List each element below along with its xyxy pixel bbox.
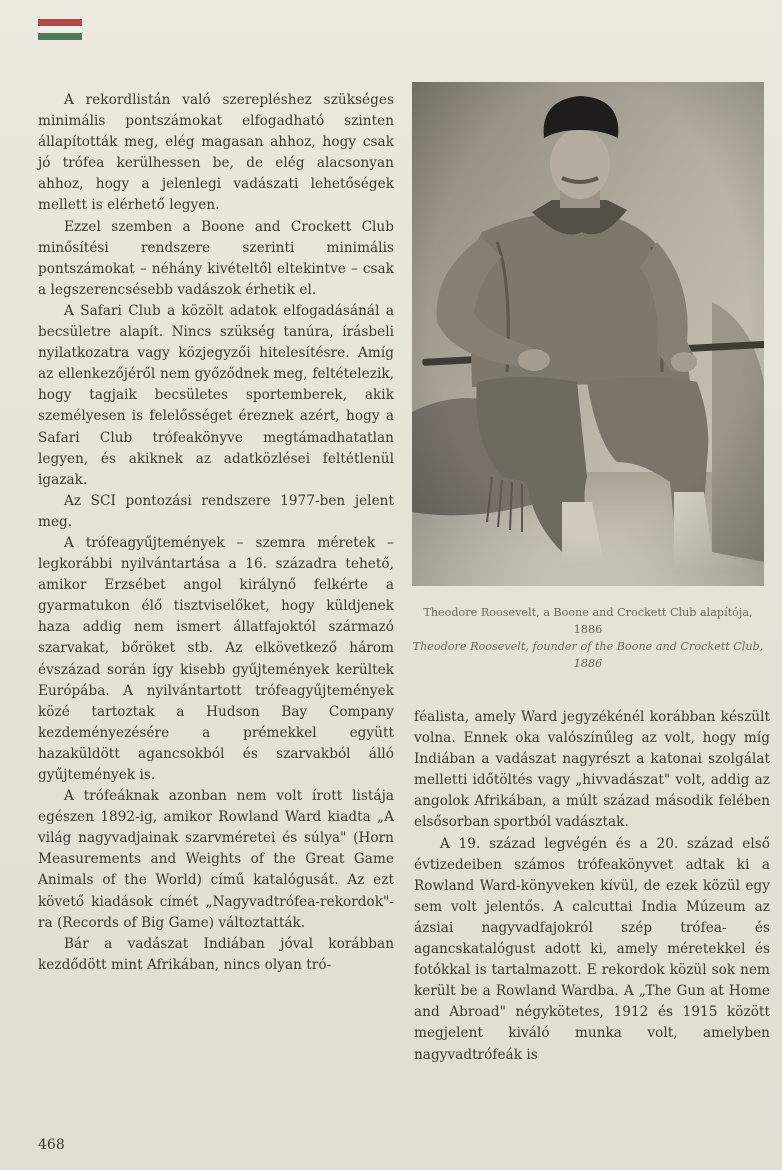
paragraph: A trófeagyűjtemények – szemra méretek – legkorábbi nyilvántartása a 16. századra tehető, amikor Erzsébet angol királynő felkérte a gyarmatukon élő tisztviselőket, hogy küldjenek haza addig nem ismert állatfajoktól származó szarvakat, bőröket stb. Az elkövetkező három évszázad során így kisebb gyűjtemények kerültek Európába. A nyilvántartott trófeagyűjtemények közé tartoztak a Hudson Bay Company kezdeményezésére a prémekkel együtt hazaküldött agancsokból és szarvakból álló gyűjtemények is.: [38, 534, 394, 783]
right-text-column: [414, 707, 770, 1066]
caption-english: Theodore Roosevelt, founder of the Boone and Crockett Club, 1886: [412, 640, 764, 670]
caption-hungarian: Theodore Roosevelt, a Boone and Crockett Club alapítója, 1886: [423, 606, 753, 636]
page-number: 468: [38, 1137, 65, 1153]
roosevelt-photograph: [412, 82, 764, 586]
paragraph: Ezzel szemben a Boone and Crockett Club minősítési rendszere szerinti minimális pontszámokat – néhány kivételtől eltekintve – csak a legszerencsésebb vadászok érhetik el.: [38, 218, 394, 298]
paragraph: Az SCI pontozási rendszere 1977-ben jelent meg.: [38, 492, 394, 530]
paragraph: A 19. század legvégén és a 20. század első évtizedeiben számos trófeakönyvet adtak ki a Rowland Ward-könyveken kívül, de ezek közül egy sem volt jelentős. A calcuttai India Múzeum az ázsiai nagyvadfajokról szép trófea- és agancskatalógust adott ki, amely méretekkel és fotókkal is tartalmazott. E rekordok közül sok nem került be a Rowland Wardba. A „The Gun at Home and Abroad" négykötetes, 1912 és 1915 között megjelent kiváló munka volt, amelyben nagyvadtrófeák is: [414, 835, 770, 1063]
paragraph: A rekordlistán való szerepléshez szükséges minimális pontszámokat elfogadható szinten állapították meg, elég magasan ahhoz, hogy csak jó trófea kerülhessen be, de elég alacsonyan ahhoz, hogy a jelenlegi vadászati lehetőségek mellett is elérhető legyen.: [38, 92, 394, 214]
paragraph: féalista, amely Ward jegyzékénél korábban készült volna. Ennek oka valószínűleg az volt, hogy míg Indiában a vadászat nagyrészt a katonai szolgálat melletti időtöltés vagy „hivvadászat" volt, addig az angolok Afrikában, a múlt század második felében elsősorban sportból vadásztak.: [414, 709, 770, 831]
photo-illustration: [412, 82, 764, 586]
left-text-column: [38, 90, 394, 976]
paragraph: A trófeáknak azonban nem volt írott listája egészen 1892-ig, amikor Rowland Ward kiadta „A világ nagyvadjainak szarvméretei és súlya" (Horn Measurements and Weights of the Great Game Animals of the World) című katalógusát. Az ezt követő kiadások címét „Nagyvadtrófea-rekordok"-ra (Records of Big Game) változtatták.: [38, 788, 394, 931]
hungarian-flag-icon: [38, 19, 82, 41]
paragraph: Bár a vadászat Indiában jóval korábban kezdődött mint Afrikában, nincs olyan tró-: [38, 935, 394, 973]
photo-caption: [412, 604, 764, 672]
paragraph: A Safari Club a közölt adatok elfogadásánál a becsületre alapít. Nincs szükség tanúra, írásbeli nyilatkozatra vagy közjegyzői hitelesítésre. Amíg az ellenkezőjéről nem győződnek meg, feltételezik, hogy tagjaik becsületes sportemberek, akik személyesen is felelősséget éreznek azért, hogy a Safari Club trófeakönyve megtámadhatatlan legyen, és akiknek az adatközlései feltétlenül igazak.: [38, 302, 394, 488]
